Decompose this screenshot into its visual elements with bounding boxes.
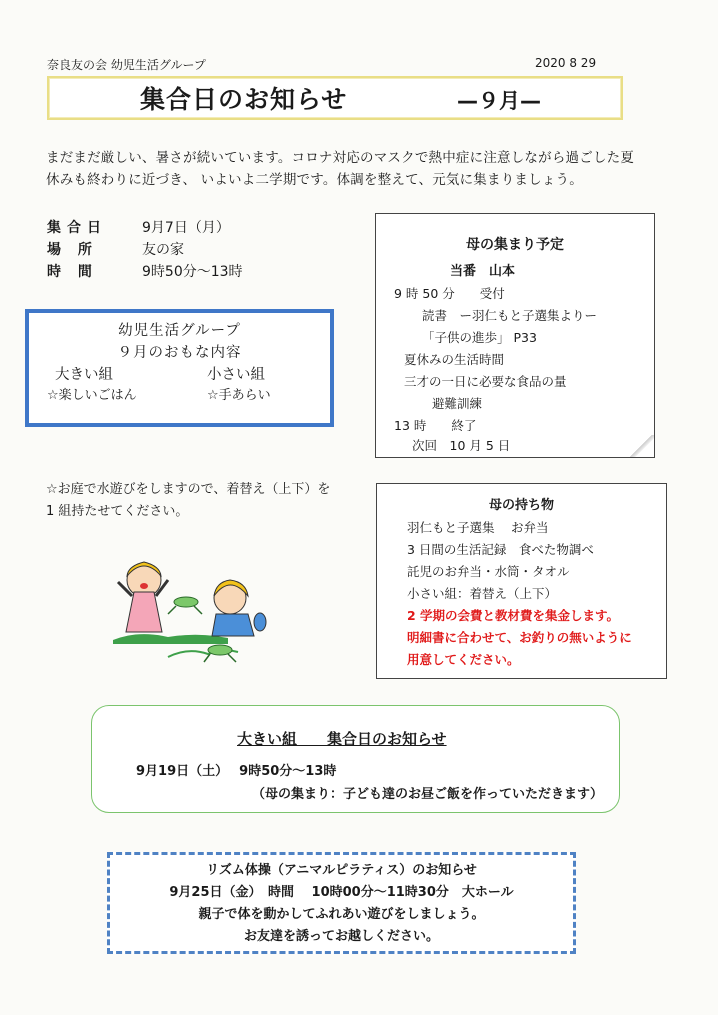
- mother-meeting-title: 母の集まり予定: [466, 237, 564, 253]
- info-row-time: [47, 261, 243, 281]
- rhythm-title: リズム体操（アニマルピラティス）のお知らせ: [206, 863, 477, 878]
- schedule-line: 三才の一日に必要な食品の量: [404, 374, 567, 389]
- info-value: 9時50分～13時: [142, 264, 243, 280]
- group-box-subtitle: ９月のおもな内容: [117, 345, 242, 361]
- fee-notice: 2 学期の会費と教材費を集金します。: [407, 608, 620, 623]
- rhythm-schedule: 9月25日（金） 時間 10時00分～11時30分 大ホール: [169, 885, 514, 900]
- schedule-line: 避難訓練: [432, 396, 483, 411]
- info-row-date: [47, 217, 230, 237]
- schedule-line: 「子供の進歩」 P33: [422, 330, 537, 345]
- group-content-box: [25, 309, 334, 427]
- group-box-title: 幼児生活グループ: [118, 323, 241, 339]
- rhythm-line-3: お友達を誘ってお越しください。: [243, 929, 439, 944]
- small-group-item: ☆手あらい: [207, 388, 271, 403]
- schedule-line: 次回 10 月 5 日: [412, 438, 511, 453]
- water-play-line-1: ☆お庭で水遊びをしますので、着替え（上下）を: [46, 482, 331, 497]
- water-play-line-2: 1 組持たせてください。: [46, 504, 189, 519]
- rhythm-line-2: 親子で体を動かしてふれあい遊びをしましょう。: [198, 907, 485, 922]
- schedule-line: 読書 ー羽仁もと子選集よりー: [422, 308, 598, 323]
- big-group-notice-date: 9月19日（土） 9時50分～13時: [136, 764, 337, 779]
- big-group-notice-title: 大きい組 集合日のお知らせ: [237, 730, 447, 748]
- belonging-item: 羽仁もと子選集 お弁当: [407, 520, 549, 535]
- schedule-line: 13 時 終了: [394, 418, 477, 433]
- big-group-notice-box: [91, 705, 620, 813]
- page-curl-corner: [628, 435, 654, 457]
- small-group-label: 小さい組: [207, 367, 265, 383]
- belongings-title: 母の持ち物: [488, 498, 554, 513]
- info-label: 場 所: [47, 242, 98, 258]
- belongings-box: [376, 483, 667, 679]
- intro-line-1: まだまだ厳しい、暑さが続いています。コロナ対応のマスクで熱中症に注意しながら過ごした夏: [46, 150, 635, 166]
- info-label: 時 間: [47, 264, 98, 280]
- intro-line-2: 休みも終わりに近づき、 いよいよ二学期です。体調を整えて、元気に集まりましょう。: [46, 172, 583, 188]
- big-group-notice-note: （母の集まり：子ども達のお昼ご飯を作っていただきます）: [252, 787, 604, 802]
- big-group-label: 大きい組: [55, 367, 113, 383]
- page-month: —９月—: [457, 89, 541, 113]
- mother-meeting-box: [375, 213, 655, 458]
- mother-meeting-duty: 当番 山本: [450, 264, 516, 279]
- issue-date: 2020 8 29: [535, 56, 597, 70]
- page-title: 集合日のお知らせ: [140, 85, 348, 114]
- belonging-item: 託児のお弁当・水筒・タオル: [407, 564, 570, 579]
- children-grasshopper-illustration: [108, 552, 278, 664]
- info-value: 友の家: [142, 242, 184, 258]
- fee-notice: 明細書に合わせて、お釣りの無いように: [407, 630, 632, 645]
- rhythm-exercise-box: [107, 852, 576, 954]
- fee-notice: 用意してください。: [407, 652, 520, 667]
- big-group-item: ☆楽しいごはん: [47, 388, 137, 403]
- info-value: 9月7日（月）: [142, 220, 230, 236]
- schedule-line: 夏休みの生活時間: [404, 352, 505, 367]
- belonging-item: 3 日間の生活記録 食べた物調べ: [407, 542, 594, 557]
- info-row-place: [47, 239, 184, 259]
- info-label: 集合日: [47, 220, 107, 236]
- organization-name: 奈良友の会 幼児生活グループ: [47, 58, 206, 72]
- belonging-item: 小さい組：着替え（上下）: [407, 586, 558, 601]
- schedule-line: 9 時 50 分 受付: [394, 286, 505, 301]
